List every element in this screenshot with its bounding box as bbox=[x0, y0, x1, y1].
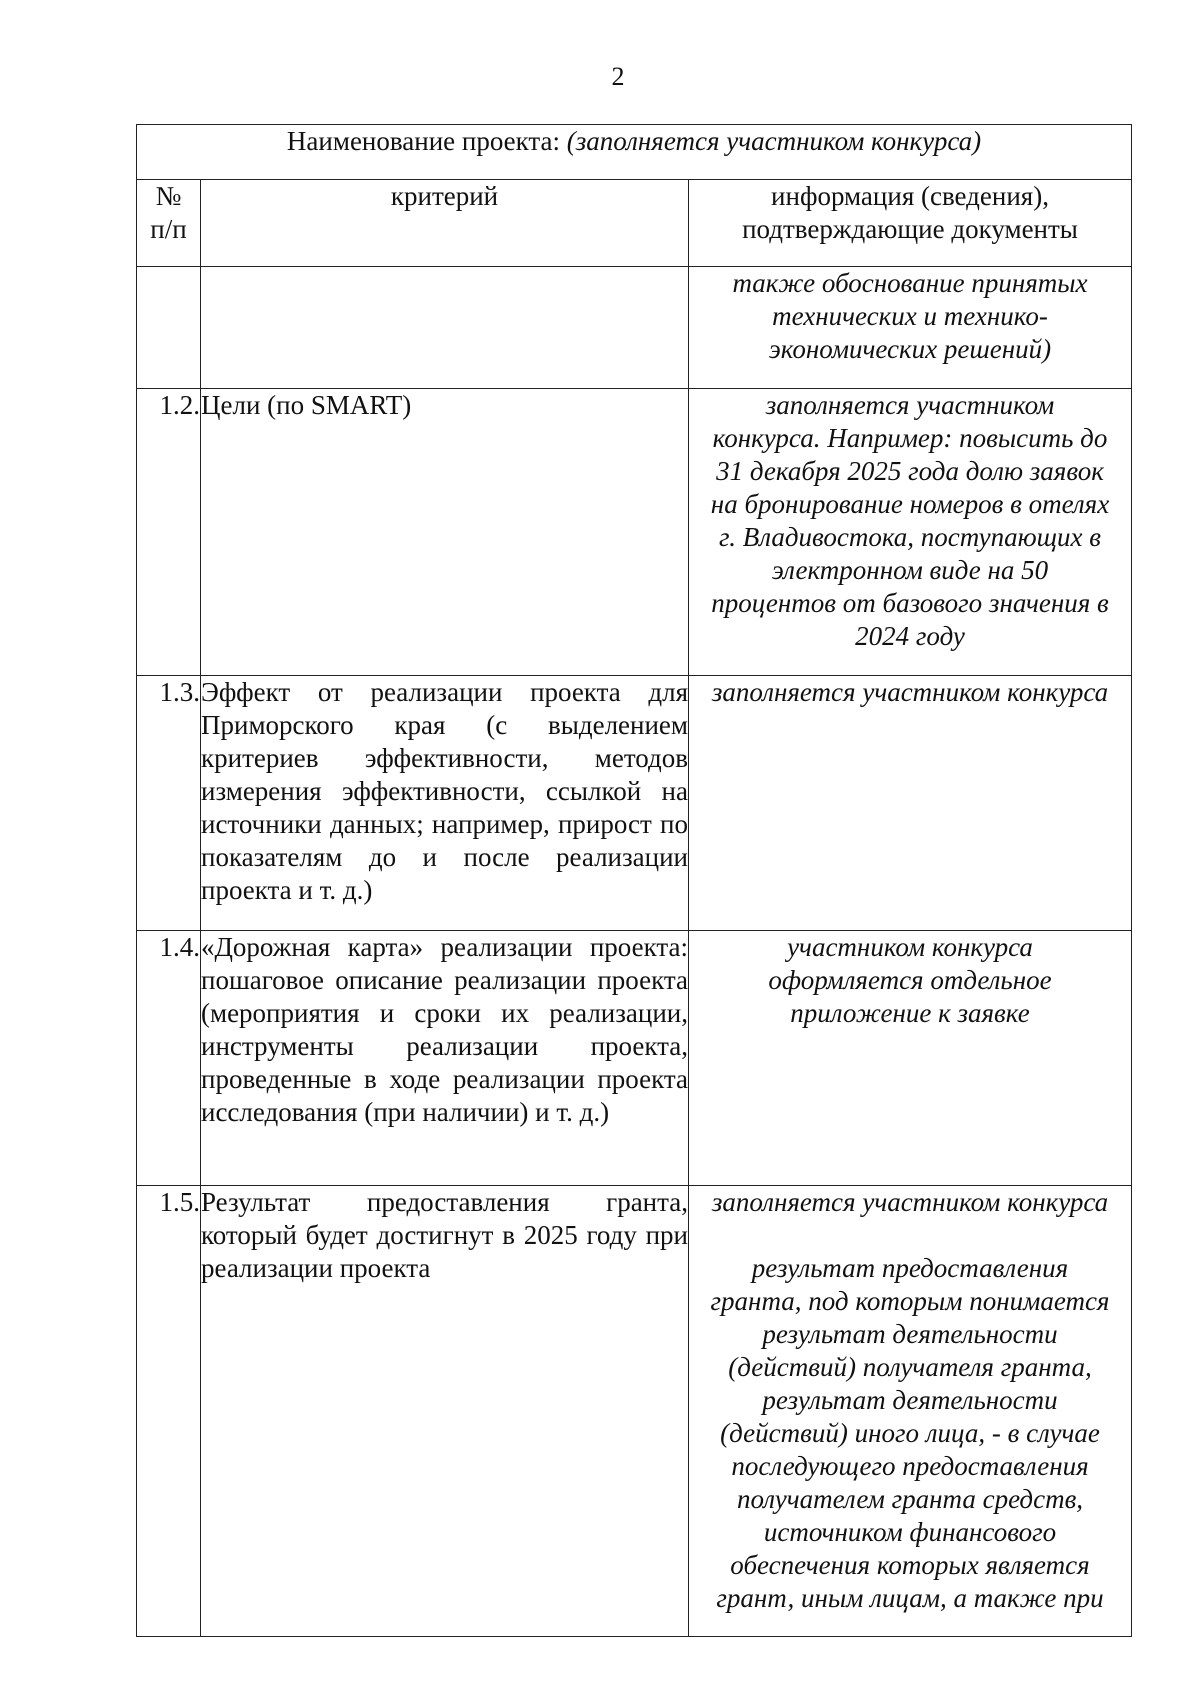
header-number-line-2: п/п bbox=[150, 214, 187, 244]
project-name-hint: (заполняется участником конкурса) bbox=[566, 126, 982, 156]
info-line: конкурса. Например: повысить до bbox=[712, 423, 1108, 453]
row-info bbox=[689, 1186, 1132, 1637]
table-title-row bbox=[137, 125, 1132, 180]
info-spacer bbox=[689, 1219, 1131, 1252]
info-line: результат деятельности bbox=[762, 1385, 1058, 1415]
info-line: заполняется участником конкурса bbox=[711, 677, 1109, 707]
info-line: последующего предоставления bbox=[731, 1451, 1089, 1481]
info-line: (действий) получателя гранта, bbox=[728, 1352, 1092, 1382]
header-info-line-2: подтверждающие документы bbox=[742, 214, 1078, 244]
table-row bbox=[137, 1186, 1132, 1637]
row-number: 1.5. bbox=[137, 1186, 201, 1637]
info-line: гранта, под которым понимается bbox=[710, 1286, 1110, 1316]
header-info-line-1: информация (сведения), bbox=[771, 181, 1049, 211]
row-criterion: Результат предоставления гранта, который будет достигнут в 2025 году при реализации проекта bbox=[201, 1186, 689, 1637]
info-line: оформляется отдельное bbox=[768, 965, 1052, 995]
info-line: (действий) иного лица, - в случае bbox=[720, 1418, 1100, 1448]
row-criterion: «Дорожная карта» реализации проекта: пошаговое описание реализации проекта (мероприятия и сроки их реализации, инструменты реализации проекта, проведенные в ходе реализации проекта исследования (при наличии) и т. д.) bbox=[201, 931, 689, 1186]
page-number: 2 bbox=[611, 62, 625, 91]
project-name-cell bbox=[137, 125, 1132, 180]
header-number-line-1: № bbox=[155, 181, 182, 211]
info-line: источником финансового bbox=[763, 1517, 1057, 1547]
table-header-row bbox=[137, 180, 1132, 267]
row-info bbox=[689, 389, 1132, 676]
info-line: заполняется участником конкурса bbox=[711, 1187, 1109, 1217]
row-criterion: Эффект от реализации проекта для Приморского края (с выделением критериев эффективности, методов измерения эффективности, ссылкой на источники данных; например, прирост по показателям до и после реализации проекта и т. д.) bbox=[201, 676, 689, 931]
row-info bbox=[689, 931, 1132, 1186]
row-criterion: Цели (по SMART) bbox=[201, 389, 689, 676]
project-name-label: Наименование проекта: bbox=[286, 126, 567, 156]
row-number: 1.4. bbox=[137, 931, 201, 1186]
row-number bbox=[137, 267, 201, 389]
row-info bbox=[689, 267, 1132, 389]
info-line: на бронирование номеров в отелях bbox=[710, 489, 1110, 519]
info-line: 31 декабря 2025 года долю заявок bbox=[716, 456, 1104, 486]
row-info bbox=[689, 676, 1132, 931]
row-number: 1.2. bbox=[137, 389, 201, 676]
table-row bbox=[137, 389, 1132, 676]
info-line: результат деятельности bbox=[762, 1319, 1058, 1349]
table-row bbox=[137, 931, 1132, 1186]
info-line: приложение к заявке bbox=[790, 998, 1030, 1028]
row-criterion bbox=[201, 267, 689, 389]
info-line: г. Владивостока, поступающих в bbox=[719, 522, 1101, 552]
header-number bbox=[137, 180, 201, 267]
info-line: 2024 году bbox=[855, 621, 965, 651]
row-number: 1.3. bbox=[137, 676, 201, 931]
info-line: экономических решений) bbox=[768, 334, 1052, 364]
info-line: грант, иным лицам, а также при bbox=[716, 1583, 1104, 1613]
header-info bbox=[689, 180, 1132, 267]
info-line: заполняется участником bbox=[765, 390, 1055, 420]
table-row bbox=[137, 267, 1132, 389]
info-line: также обоснование принятых bbox=[732, 268, 1088, 298]
info-line: обеспечения которых является bbox=[730, 1550, 1090, 1580]
info-line: результат предоставления bbox=[751, 1253, 1069, 1283]
project-criteria-table bbox=[136, 124, 1132, 1637]
info-line: электронном виде на 50 bbox=[771, 555, 1049, 585]
info-line: участником конкурса bbox=[787, 932, 1033, 962]
table-row bbox=[137, 676, 1132, 931]
header-criterion: критерий bbox=[201, 180, 689, 267]
info-line: получателем гранта средств, bbox=[736, 1484, 1084, 1514]
info-line: процентов от базового значения в bbox=[711, 588, 1109, 618]
info-line: технических и технико- bbox=[772, 301, 1048, 331]
